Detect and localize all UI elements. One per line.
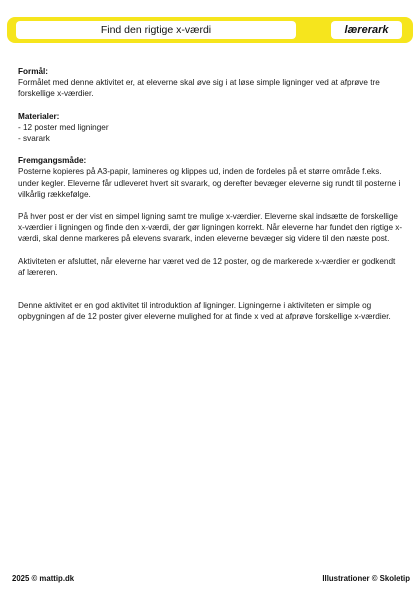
procedure-paragraph: Aktiviteten er afsluttet, når eleverne har været ved de 12 poster, og de markerede x-værdier er godkendt af læreren. xyxy=(18,256,396,277)
worksheet-title: Find den rigtige x-værdi xyxy=(16,21,296,39)
worksheet-type-tag: lærerark xyxy=(331,21,402,39)
spacer xyxy=(18,278,403,300)
spacer xyxy=(18,144,403,155)
materials-heading: Materialer: xyxy=(18,111,60,121)
document-body xyxy=(18,66,403,322)
purpose-heading: Formål: xyxy=(18,67,49,76)
procedure-heading: Fremgangsmåde: xyxy=(18,156,87,166)
purpose-text: Formålet med denne aktivitet er, at eleverne skal øve sig i at løse simple ligninger ved at afprøve tre forskellige x-værdier. xyxy=(18,78,380,99)
closing-paragraph: Denne aktivitet er en god aktivitet til introduktion af ligninger. Ligningerne i aktiviteten er simple og opbygningen af de 12 poster giver eleverne mulighed for at finde x ved at afprøve forskellige x-værdier. xyxy=(18,301,391,322)
procedure-paragraph: Posterne kopieres på A3-papir, lamineres og klippes ud, inden de fordeles på et større område f.eks. under kegler. Eleverne får udleveret hvert sit svarark, og derefter bevæger eleverne sig rundt til posterne i vilkårlig rækkefølge. xyxy=(18,167,401,199)
spacer xyxy=(18,100,403,111)
procedure-paragraph: På hver post er der vist en simpel ligning samt tre mulige x-værdier. Eleverne skal indsætte de forskellige x-værdier i ligningen og finde den x-værdi, der gør ligningen korrekt. Når eleverne har fundet den rigtige x-værdi, skal denne markeres på elevens svarark, inden eleverne bevæger sig videre til den næste post. xyxy=(18,212,403,244)
materials-item: - 12 poster med ligninger xyxy=(18,122,109,132)
footer-copyright: 2025 © mattip.dk xyxy=(12,574,75,583)
spacer xyxy=(18,200,403,211)
spacer xyxy=(18,245,403,256)
materials-item: - svarark xyxy=(18,134,50,144)
footer-illustration-credit: Illustrationer © Skoletip xyxy=(322,574,410,583)
materials-list xyxy=(18,122,403,144)
